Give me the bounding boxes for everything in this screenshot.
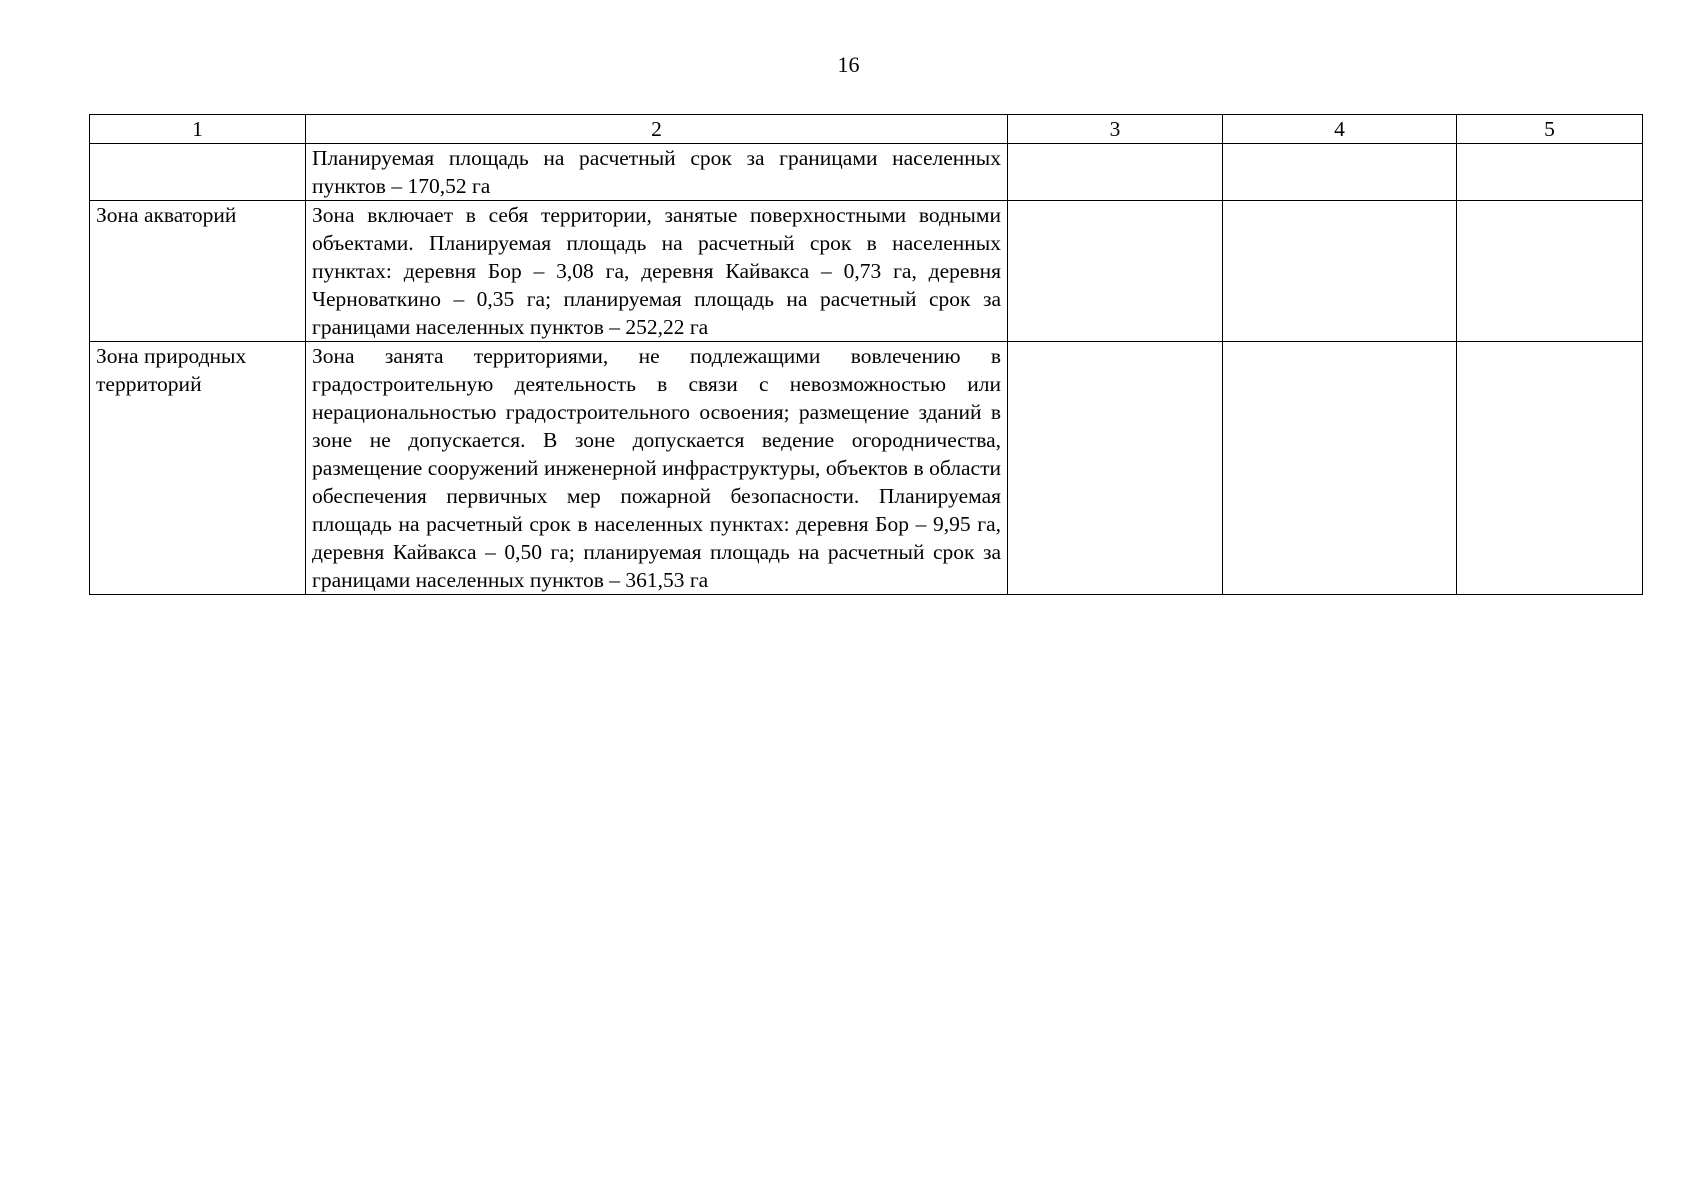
column-header-4: 4 bbox=[1223, 115, 1457, 144]
column-5-cell bbox=[1457, 342, 1643, 595]
column-5-cell bbox=[1457, 144, 1643, 201]
column-header-2: 2 bbox=[306, 115, 1008, 144]
column-3-cell bbox=[1008, 342, 1223, 595]
zone-description-cell: Планируемая площадь на расчетный срок за границами населенных пунктов – 170,52 га bbox=[306, 144, 1008, 201]
table-row bbox=[90, 144, 1643, 201]
column-3-cell bbox=[1008, 201, 1223, 342]
column-3-cell bbox=[1008, 144, 1223, 201]
zone-name-cell: Зона природных территорий bbox=[90, 342, 306, 595]
table-row bbox=[90, 342, 1643, 595]
column-4-cell bbox=[1223, 342, 1457, 595]
page-number: 16 bbox=[837, 52, 860, 77]
zone-name-cell bbox=[90, 144, 306, 201]
column-4-cell bbox=[1223, 201, 1457, 342]
table-row bbox=[90, 201, 1643, 342]
zone-description-cell: Зона включает в себя территории, занятые поверхностными водными объектами. Планируемая площадь на расчетный срок в населенных пунктах: деревня Бор – 3,08 га, деревня Кайвакса – 0,73 га, деревня Черноваткино – 0,35 га; планируемая площадь на расчетный срок за границами населенных пунктов – 252,22 га bbox=[306, 201, 1008, 342]
column-header-3: 3 bbox=[1008, 115, 1223, 144]
column-header-1: 1 bbox=[90, 115, 306, 144]
zone-name-cell: Зона акваторий bbox=[90, 201, 306, 342]
table-header-row bbox=[90, 115, 1643, 144]
zone-description-cell: Зона занята территориями, не подлежащими вовлечению в градостроительную деятельность в связи с невозможностью или нерациональностью градостроительного освоения; размещение зданий в зоне не допускается. В зоне допускается ведение огородничества, размещение сооружений инженерной инфраструктуры, объектов в области обеспечения первичных мер пожарной безопасности. Планируемая площадь на расчетный срок в населенных пунктах: деревня Бор – 9,95 га, деревня Кайвакса – 0,50 га; планируемая площадь на расчетный срок за границами населенных пунктов – 361,53 га bbox=[306, 342, 1008, 595]
column-4-cell bbox=[1223, 144, 1457, 201]
column-header-5: 5 bbox=[1457, 115, 1643, 144]
zones-table bbox=[89, 114, 1643, 595]
column-5-cell bbox=[1457, 201, 1643, 342]
